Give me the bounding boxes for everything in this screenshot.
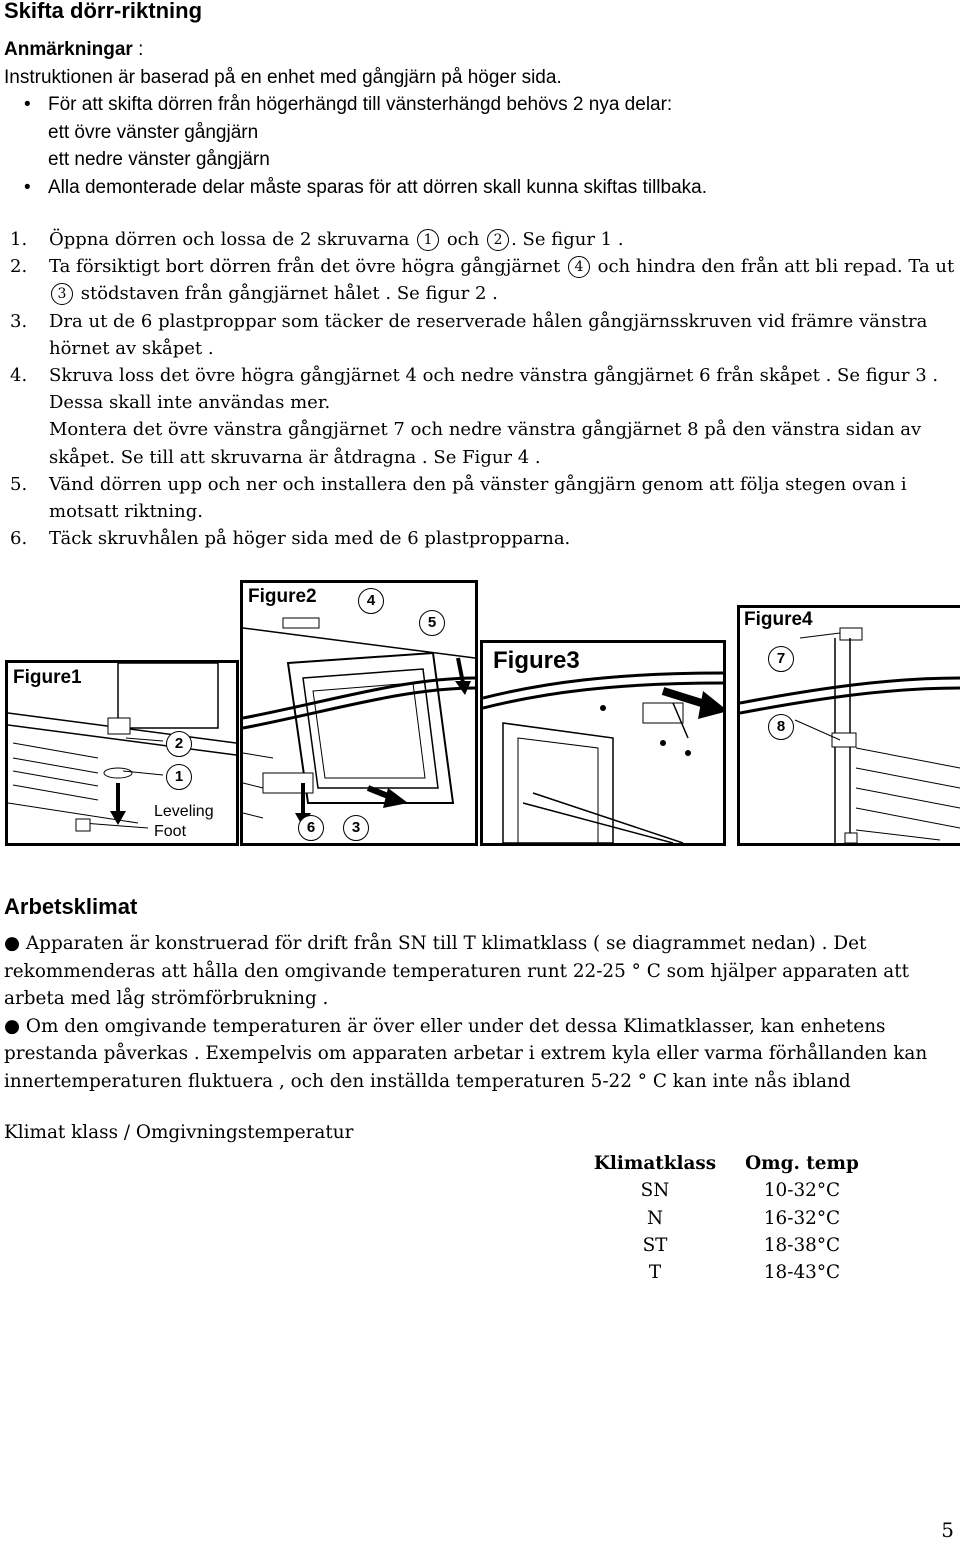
notes-heading: Anmärkningar :	[4, 39, 144, 60]
climate-text	[4, 930, 960, 1095]
step-5: 5. Vänd dörren upp och ner och installera den på vänster gångjärn genom att följa stegen ovan i motsatt riktning.	[10, 473, 907, 523]
figure-1-foot-label: Foot	[154, 823, 187, 840]
table-row	[588, 1232, 882, 1259]
column-omg-temp: Omg. temp	[745, 1153, 859, 1175]
step-4: 4. Skruva loss det övre högra gångjärnet 4 och nedre vänstra gångjärnet 6 från skåpet . Se figur 3 . Dessa skall inte användas mer. Montera det övre vänstra gångjärnet 7 och nedre vänstra gångjärnet 8 på den vänstra sidan av skåpet. Se till att skruvarna är åtdragna . Se Figur 4 .	[10, 365, 939, 468]
figure-2	[240, 580, 478, 846]
figure-4-callout-7: 7	[768, 646, 794, 672]
figure-3-label: Figure3	[493, 647, 580, 674]
climate-table-header	[588, 1150, 882, 1177]
cell-temp: 10-32°C	[763, 1180, 841, 1202]
notes-bullet-save-parts: • Alla demonterade delar måste sparas för att dörren skall kunna skiftas tillbaka.	[4, 174, 707, 202]
step-2: 2. Ta försiktigt bort dörren från det övre högra gångjärnet 4 och hindra den från att bli repad. Ta ut 3 stödstaven från gångjärnet hålet . Se figur 2 .	[10, 256, 955, 305]
callout-1-icon: 1	[417, 229, 439, 251]
step-3: 3. Dra ut de 6 plastproppar som täcker de reserverade hålen gångjärnsskruven vid främre vänstra hörnet av skåpet .	[10, 310, 928, 359]
cell-klass: SN	[640, 1180, 670, 1202]
figure-1-label: Figure1	[13, 667, 82, 688]
cell-temp: 18-43°C	[763, 1262, 841, 1284]
figure-2-callout-4: 4	[358, 588, 384, 614]
callout-3-icon: 3	[51, 283, 73, 305]
figure-4-callout-8: 8	[768, 714, 794, 740]
callout-2-icon: 2	[487, 229, 509, 251]
climate-table-caption: Klimat klass / Omgivningstemperatur	[4, 1122, 354, 1143]
figure-2-callout-5: 5	[419, 610, 445, 636]
cell-klass: N	[646, 1207, 664, 1229]
figure-3	[480, 640, 726, 846]
figure-2-callout-6: 6	[298, 815, 324, 841]
climate-paragraph-1: ● Apparaten är konstruerad för drift från SN till T klimatklass ( se diagrammet nedan) . Det rekommenderas att hålla den omgivande temperaturen runt 22-25 ° C som hjälper apparaten att arbeta med låg strömförbrukning .	[4, 933, 910, 1009]
notes-intro: Instruktionen är baserad på en enhet med gångjärn på höger sida.	[4, 66, 562, 88]
cell-klass: T	[648, 1262, 662, 1284]
cell-klass: ST	[642, 1235, 668, 1257]
figure-1-callout-1: 1	[166, 764, 192, 790]
page-title: Skifta dörr-riktning	[4, 0, 203, 23]
figure-2-callout-3: 3	[343, 815, 369, 841]
steps-list	[6, 226, 956, 552]
table-row	[588, 1205, 882, 1232]
figure-1-leveling-label: Leveling	[154, 803, 214, 820]
notes-sub-upper-hinge: ett övre vänster gångjärn	[48, 121, 259, 143]
table-row	[588, 1259, 882, 1286]
step-6: 6. Täck skruvhålen på höger sida med de 6 plastpropparna.	[10, 528, 571, 550]
climate-paragraph-2: ● Om den omgivande temperaturen är över eller under det dessa Klimatklasser, kan enhetens prestanda påverkas . Exempelvis om apparaten arbetar i extrem kyla eller varma förhållanden kan innertemperaturen fluktuera , och den inställda temperaturen 5-22 ° C kan inte nås ibland	[4, 1015, 928, 1092]
column-klimatklass: Klimatklass	[593, 1153, 717, 1175]
climate-heading: Arbetsklimat	[4, 894, 138, 919]
step-1: 1. Öppna dörren och lossa de 2 skruvarna 1 och 2 . Se figur 1 .	[10, 229, 624, 250]
climate-table	[588, 1150, 882, 1286]
figure-2-label: Figure2	[248, 586, 317, 607]
page-number: 5	[941, 1518, 954, 1542]
figure-1-callout-2: 2	[166, 731, 192, 757]
figure-4	[737, 605, 960, 846]
notes-section	[4, 36, 707, 201]
notes-sub-lower-hinge: ett nedre vänster gångjärn	[48, 149, 270, 170]
figure-4-label: Figure4	[744, 609, 813, 630]
cell-temp: 18-38°C	[763, 1235, 841, 1257]
cell-temp: 16-32°C	[763, 1207, 841, 1229]
notes-bullet-new-parts: • För att skifta dörren från högerhängd till vänsterhängd behövs 2 nya delar:	[4, 91, 707, 119]
figure-1	[5, 660, 239, 846]
table-row	[588, 1177, 882, 1204]
callout-4-icon: 4	[568, 256, 590, 278]
